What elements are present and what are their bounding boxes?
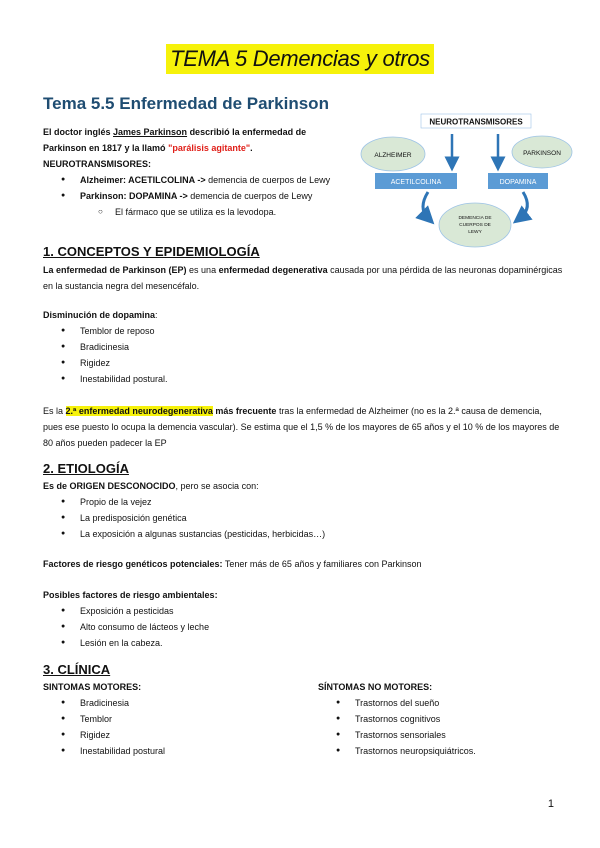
- list-item: ● La predisposición genética: [43, 510, 443, 526]
- curve-arrow-right: [520, 192, 527, 218]
- s1-text: más frecuente: [212, 406, 277, 416]
- acetilcolina-label: ACETILCOLINA: [390, 179, 442, 186]
- list-item: ● Trastornos neuropsiquiátricos.: [318, 743, 558, 759]
- list-item: ● Rigidez: [43, 727, 283, 743]
- list-item: ○ El fármaco que se utiliza es la levodopa.: [43, 204, 333, 220]
- section-subtitle: Tema 5.5 Enfermedad de Parkinson: [43, 94, 329, 113]
- s1-text: enfermedad degenerativa: [218, 265, 328, 275]
- list-item: [43, 172, 333, 188]
- intro-text-c: .: [250, 143, 253, 153]
- list-item: ● Alto consumo de lácteos y leche: [43, 619, 343, 635]
- center-label-3: LEWY: [468, 230, 482, 235]
- parkinson-label: PARKINSON: [523, 150, 561, 157]
- list-item: ● La exposición a algunas sustancias (pesticidas, herbicidas…): [43, 526, 443, 542]
- s2-text: Factores de riesgo genéticos potenciales:: [43, 559, 223, 569]
- list-item: ● Rigidez: [43, 355, 343, 371]
- s1-paragraph-1: [43, 262, 563, 294]
- intro-block: [43, 124, 333, 220]
- list-item: ● Trastornos sensoriales: [318, 727, 558, 743]
- nonmotor-label: SÍNTOMAS NO MOTORES:: [318, 682, 433, 692]
- s2-text: Tener más de 65 años y familiares con Parkinson: [222, 559, 422, 569]
- s1-text: tras la enfermedad de Alzheimer (no es la 2.ª causa de demencia, pues ese puesto lo ocupa la demencia vascular). Se estima que el 1,5 % de los mayores de 65 años y el 10 % de los mayores de 80 años pueden padecer la EP: [43, 406, 560, 448]
- section-heading-3: 3. CLÍNICA: [43, 662, 111, 677]
- neuro-list: [43, 172, 333, 204]
- s1-text: La enfermedad de Parkinson (EP): [43, 265, 187, 275]
- s2-text: Es de ORIGEN DESCONOCIDO: [43, 481, 176, 491]
- section-heading-1: 1. CONCEPTOS Y EPIDEMIOLOGÍA: [43, 244, 260, 259]
- intro-text-b: describió la enfermedad de Parkinson en 1817 y la llamó: [43, 127, 307, 153]
- neuro-sublist: [43, 204, 333, 220]
- neuro-label: NEUROTRANSMISORES:: [43, 159, 152, 169]
- item-bold: Parkinson: DOPAMINA ->: [80, 191, 188, 201]
- s1-paragraph-2: [43, 403, 563, 451]
- list-item: ● Inestabilidad postural: [43, 743, 283, 759]
- s2-paragraph-1: [43, 478, 259, 494]
- dis-colon: :: [155, 310, 158, 320]
- list-item: ● Bradicinesia: [43, 339, 343, 355]
- intro-paragraph: [43, 124, 333, 156]
- list-item: ● Bradicinesia: [43, 695, 283, 711]
- list-item: ● Trastornos cognitivos: [318, 711, 558, 727]
- s2-amb-label: Posibles factores de riesgo ambientales:: [43, 590, 218, 600]
- amb-list: [43, 603, 343, 651]
- s1-text: Es la: [43, 406, 66, 416]
- alzheimer-label: ALZHEIMER: [374, 152, 412, 159]
- s2-text: , pero se asocia con:: [175, 481, 259, 491]
- intro-name: James Parkinson: [113, 127, 188, 137]
- s1-text: es una: [186, 265, 219, 275]
- item-bold: Alzheimer: ACETILCOLINA ->: [80, 175, 206, 185]
- center-label-2: CUERPOS DE: [459, 223, 491, 228]
- list-item: ● Propio de la vejez: [43, 494, 443, 510]
- page-number: 1: [547, 798, 554, 810]
- list-item: ● Exposición a pesticidas: [43, 603, 343, 619]
- assoc-list: [43, 494, 443, 542]
- list-item: ● Temblor de reposo: [43, 323, 343, 339]
- motor-label: SINTOMAS MOTORES:: [43, 682, 142, 692]
- motor-list: [43, 695, 283, 759]
- list-item: ● Inestabilidad postural.: [43, 371, 343, 387]
- neurotransmitter-diagram: [358, 112, 573, 252]
- intro-quote: "parálisis agitante": [168, 143, 251, 153]
- list-item: ● Temblor: [43, 711, 283, 727]
- dis-label: Disminución de dopamina: [43, 310, 156, 320]
- center-label-1: DEMENCIA DE: [458, 216, 492, 221]
- item-rest: demencia de cuerpos de Lewy: [187, 191, 313, 201]
- s1-text: causada por una pérdida de las neuronas dopaminérgicas en la sustancia negra del mesencéfalo.: [43, 265, 563, 291]
- item-rest: demencia de cuerpos de Lewy: [205, 175, 331, 185]
- list-item: ● Lesión en la cabeza.: [43, 635, 343, 651]
- list-item: ● Trastornos del sueño: [318, 695, 558, 711]
- page-title: TEMA 5 Demencias y otros: [166, 44, 434, 74]
- dopamina-label: DOPAMINA: [499, 179, 537, 186]
- diagram-title: NEUROTRANSMISORES: [429, 117, 523, 127]
- nonmotor-list: [318, 695, 558, 759]
- s1-highlight: 2.ª enfermedad neurodegenerativa: [65, 406, 213, 416]
- symptom-list: [43, 323, 343, 387]
- section-heading-2: 2. ETIOLOGÍA: [43, 461, 129, 476]
- s1-dis-label: [43, 307, 158, 323]
- intro-text-a: El doctor inglés: [43, 127, 114, 137]
- s2-genetic: [43, 556, 422, 572]
- list-item: [43, 188, 333, 204]
- title-container: [0, 44, 600, 74]
- curve-arrow-left: [423, 192, 428, 218]
